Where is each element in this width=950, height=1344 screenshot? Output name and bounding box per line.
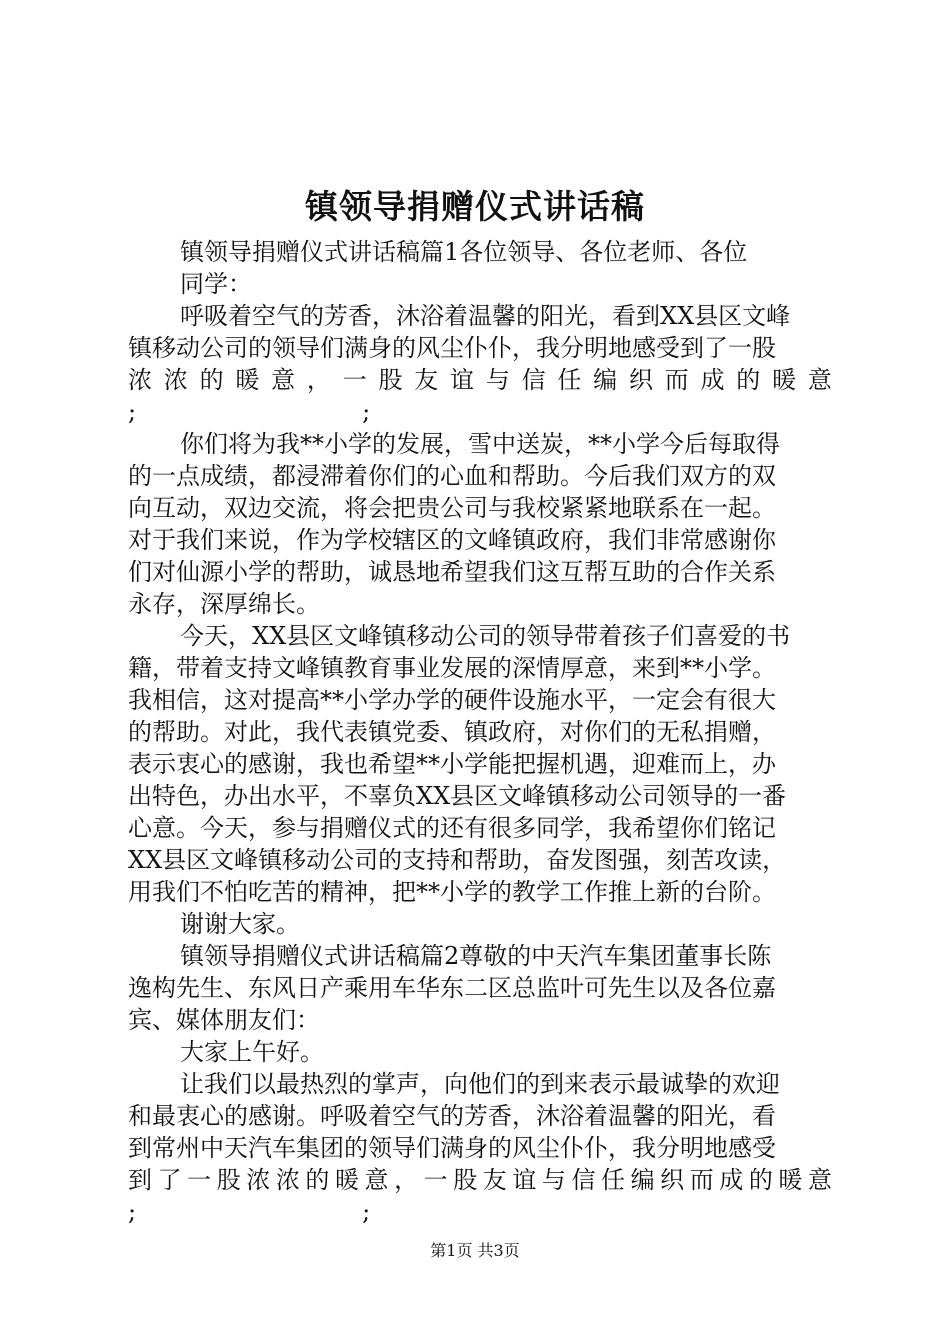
paragraph-line: 让我们以最热烈的掌声，向他们的到来表示最诚挚的欢迎 (180, 1070, 780, 1098)
justified-char: 浓 (163, 366, 188, 394)
semicolon: ; (128, 398, 137, 426)
justified-char: 暖 (772, 366, 797, 394)
paragraph-line: 向互动，双边交流，将会把贵公司与我校紧紧地联系在一起。 (128, 494, 776, 522)
justified-char: 信 (571, 1166, 596, 1194)
justified-char: 织 (628, 366, 653, 394)
justified-char: 意 (271, 366, 296, 394)
paragraph-line: 大家上午好。 (180, 1038, 324, 1066)
justified-char: 任 (601, 1166, 625, 1194)
justified-char: 了 (157, 1166, 182, 1194)
paragraph-line: 谢谢大家。 (180, 910, 300, 938)
page-footer: 第1页 共3页 (430, 1241, 520, 1260)
paragraph-line: 的帮助。对此，我代表镇党委、镇政府，对你们的无私捐赠， (128, 718, 776, 746)
justified-char: 的 (748, 1166, 773, 1194)
justified-char: 编 (630, 1166, 655, 1194)
paragraph-line: 镇移动公司的领导们满身的风尘仆仆，我分明地感受到了一股 (128, 334, 776, 362)
paragraph-line-semicolons (128, 396, 832, 428)
justified-char: 任 (557, 366, 582, 394)
paragraph-line: 永存，深厚绵长。 (128, 590, 320, 618)
justified-char: 暖 (778, 1166, 803, 1194)
justified-char: ， (306, 366, 331, 394)
paragraph-line-spaced (128, 1164, 832, 1196)
paragraph-line: 今天，XX县区文峰镇移动公司的领导带着孩子们喜爱的书 (180, 622, 791, 650)
justified-char: 意 (807, 366, 832, 394)
semicolon: ; (362, 398, 371, 426)
justified-char: 意 (364, 1166, 389, 1194)
justified-char: 织 (660, 1166, 685, 1194)
paragraph-line: 心意。今天，参与捐赠仪式的还有很多同学，我希望你们铭记 (128, 814, 776, 842)
paragraph-line: 镇领导捐赠仪式讲话稿篇2尊敬的中天汽车集团董事长陈 (180, 942, 772, 970)
paragraph-line: 和最衷心的感谢。呼吸着空气的芳香，沐浴着温馨的阳光，看 (128, 1102, 776, 1130)
paragraph-line: 同学： (180, 270, 252, 298)
justified-char: 的 (199, 366, 224, 394)
justified-char: 友 (414, 366, 439, 394)
justified-char: 与 (541, 1166, 566, 1194)
paragraph-line-spaced (128, 364, 832, 396)
justified-char: 谊 (450, 366, 475, 394)
semicolon: ; (128, 1198, 137, 1226)
paragraph-line: 对于我们来说，作为学校辖区的文峰镇政府，我们非常感谢你 (128, 526, 776, 554)
justified-char: 成 (700, 366, 725, 394)
paragraph-line-semicolons (128, 1196, 832, 1228)
justified-char: 信 (521, 366, 546, 394)
paragraph-line: 出特色，办出水平，不辜负XX县区文峰镇移动公司领导的一番 (128, 782, 787, 810)
justified-char: 而 (664, 366, 689, 394)
justified-char: 的 (305, 1166, 330, 1194)
paragraph-line: 们对仙源小学的帮助，诚恳地希望我们这互帮互助的合作关系 (128, 558, 776, 586)
justified-char: 到 (128, 1166, 152, 1194)
justified-char: 浓 (246, 1166, 271, 1194)
justified-char: 的 (736, 366, 761, 394)
justified-char: 与 (485, 366, 510, 394)
paragraph-line: 我相信，这对提高**小学办学的硬件设施水平，一定会有很大 (128, 686, 776, 714)
justified-char: 谊 (512, 1166, 537, 1194)
document-title: 镇领导捐赠仪式讲话稿 (305, 187, 645, 226)
document-body (128, 236, 832, 1228)
paragraph-line: 宾、媒体朋友们： (128, 1006, 320, 1034)
paragraph-line: 用我们不怕吃苦的精神，把**小学的教学工作推上新的台阶。 (128, 878, 776, 906)
justified-char: 友 (482, 1166, 507, 1194)
paragraph-line: XX县区文峰镇移动公司的支持和帮助，奋发图强，刻苦攻读， (128, 846, 787, 874)
justified-char: 暖 (235, 366, 260, 394)
paragraph-line: 镇领导捐赠仪式讲话稿篇1各位领导、各位老师、各位 (180, 238, 748, 266)
justified-char: 股 (216, 1166, 241, 1194)
justified-char: 意 (807, 1166, 832, 1194)
justified-char: 股 (378, 366, 403, 394)
paragraph-line: 到常州中天汽车集团的领导们满身的风尘仆仆，我分明地感受 (128, 1134, 776, 1162)
paragraph-line: 你们将为我**小学的发展，雪中送炭，**小学今后每取得 (180, 430, 780, 458)
justified-char: 而 (689, 1166, 714, 1194)
justified-char: 股 (453, 1166, 478, 1194)
justified-char: 编 (593, 366, 618, 394)
justified-char: 一 (342, 366, 367, 394)
justified-char: 一 (187, 1166, 212, 1194)
justified-char: 浓 (128, 366, 152, 394)
paragraph-line: 籍，带着支持文峰镇教育事业发展的深情厚意，来到**小学。 (128, 654, 776, 682)
paragraph-line: 的一点成绩，都浸滞着你们的心血和帮助。今后我们双方的双 (128, 462, 776, 490)
paragraph-line: 表示衷心的感谢，我也希望**小学能把握机遇，迎难而上，办 (128, 750, 776, 778)
paragraph-line: 逸构先生、东风日产乘用车华东二区总监叶可先生以及各位嘉 (128, 974, 776, 1002)
justified-char: 浓 (275, 1166, 300, 1194)
justified-char: 暖 (334, 1166, 359, 1194)
justified-char: ， (394, 1166, 419, 1194)
semicolon: ; (362, 1198, 371, 1226)
justified-char: 一 (423, 1166, 448, 1194)
paragraph-line: 呼吸着空气的芳香，沐浴着温馨的阳光，看到XX县区文峰 (180, 302, 791, 330)
justified-char: 成 (719, 1166, 744, 1194)
